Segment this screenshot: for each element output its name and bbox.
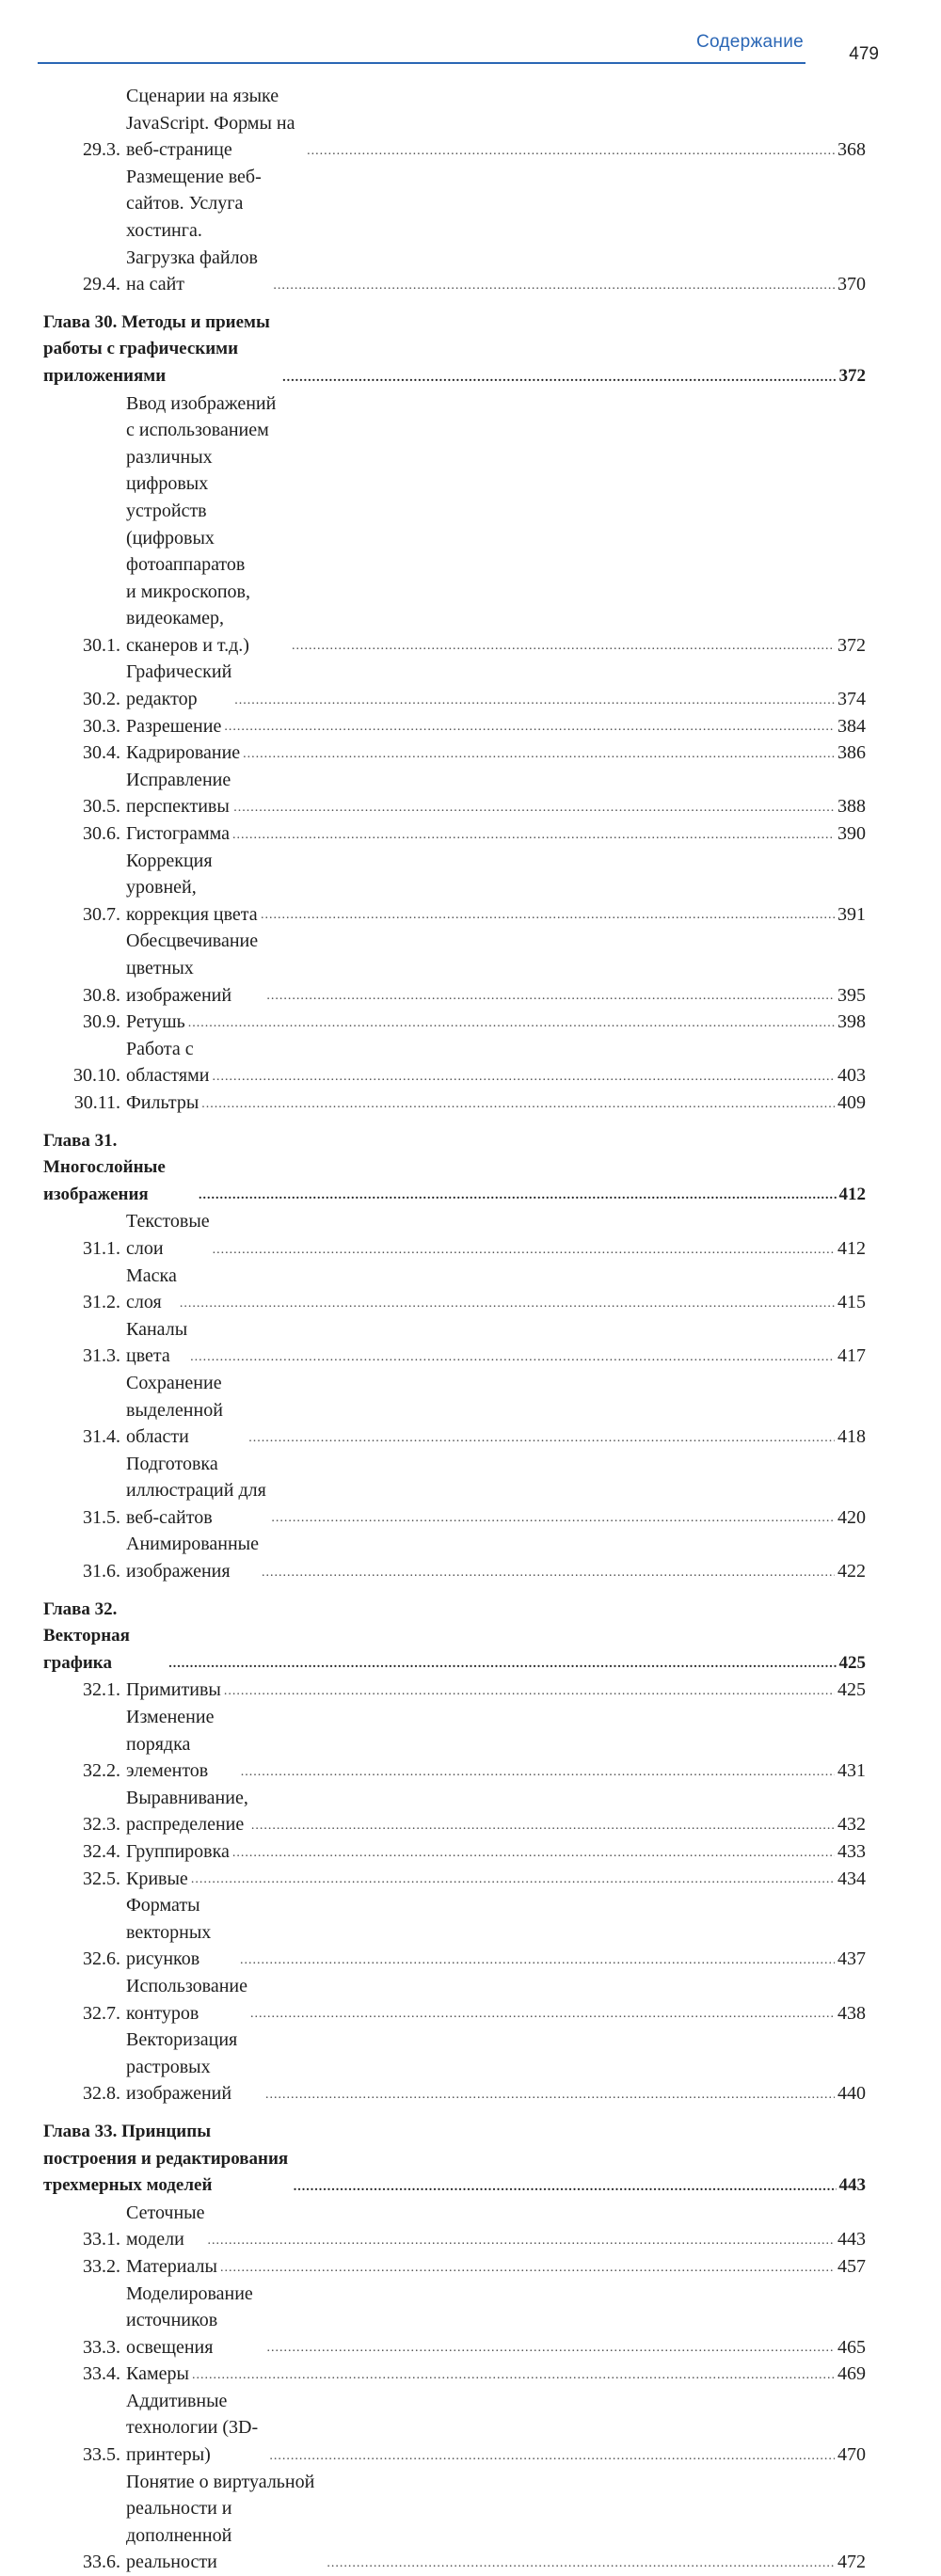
toc-page-number: 384 — [837, 715, 866, 737]
toc-entry-number: 33.6. — [83, 2552, 120, 2573]
toc-entry-number: 30.5. — [83, 796, 120, 818]
toc-dot-leader — [191, 1873, 835, 1886]
toc-dot-leader — [267, 2342, 835, 2355]
toc-entry-number: 32.1. — [83, 1679, 120, 1701]
toc-entry-number: 32.5. — [83, 1868, 120, 1889]
toc-page-number: 469 — [837, 2363, 866, 2385]
toc-entry-number: 32.4. — [83, 1841, 120, 1862]
table-of-contents — [43, 83, 866, 2576]
toc-section-entry[interactable] — [43, 1009, 866, 1036]
toc-page-number: 472 — [837, 2552, 866, 2573]
toc-section-entry[interactable] — [43, 1036, 866, 1089]
toc-dot-leader — [213, 1244, 835, 1257]
toc-entry-title: Подготовка иллюстраций для веб-сайтов — [126, 1453, 266, 1528]
toc-dot-leader — [273, 279, 835, 293]
toc-dot-leader — [266, 990, 835, 1003]
toc-page-number: 443 — [837, 2229, 866, 2250]
toc-entry-title: Моделирование источников освещения — [126, 2282, 253, 2358]
toc-entry-title: Ретушь — [126, 1011, 185, 1033]
toc-dot-leader — [261, 909, 835, 922]
toc-dot-leader — [269, 2450, 835, 2463]
toc-entry-number: 32.2. — [83, 1760, 120, 1782]
toc-entry-number: 30.6. — [83, 823, 120, 845]
toc-entry-title: Графический редактор — [126, 661, 232, 710]
toc-page-number: 386 — [837, 742, 866, 764]
toc-section-entry[interactable] — [43, 820, 866, 848]
toc-section-entry[interactable] — [43, 1316, 866, 1370]
toc-section-entry[interactable] — [43, 1892, 866, 1973]
toc-section-entry[interactable] — [43, 1785, 866, 1838]
toc-section-entry[interactable] — [43, 1838, 866, 1866]
toc-page-number: 372 — [837, 634, 866, 656]
toc-dot-leader — [292, 640, 835, 653]
toc-page-number: 415 — [837, 1292, 866, 1313]
toc-page-number: 425 — [837, 1679, 866, 1701]
toc-entry-title: Размещение веб-сайтов. Услуга хостинга. Загрузка файлов на сайт — [126, 166, 262, 295]
toc-dot-leader — [212, 1071, 835, 1084]
toc-dot-leader — [243, 748, 835, 761]
toc-dot-leader — [282, 372, 836, 385]
toc-entry-title: Сеточные модели — [126, 2202, 205, 2250]
toc-page-number: 395 — [837, 984, 866, 1006]
toc-page-number: 465 — [837, 2336, 866, 2358]
toc-dot-leader — [208, 2234, 836, 2248]
toc-chapter-group — [43, 310, 866, 1117]
toc-dot-leader — [265, 2089, 835, 2102]
toc-section-entry[interactable] — [43, 659, 866, 712]
toc-dot-leader — [327, 2557, 835, 2570]
toc-section-entry[interactable] — [43, 1089, 866, 1117]
page-number: 479 — [849, 44, 879, 64]
toc-dot-leader — [190, 1351, 835, 1364]
toc-chapter-title: Глава 33. Принципы построения и редактирования трехмерных моделей — [43, 2121, 289, 2196]
toc-page-number: 372 — [838, 365, 866, 386]
toc-entry-number: 30.11. — [73, 1091, 120, 1113]
toc-page-number: 391 — [837, 903, 866, 925]
toc-section-entry[interactable] — [43, 2361, 866, 2388]
toc-page-number: 420 — [837, 1506, 866, 1528]
toc-page-number: 431 — [837, 1760, 866, 1782]
toc-dot-leader — [234, 694, 835, 708]
toc-entry-number: 33.5. — [83, 2444, 120, 2466]
toc-chapter-title: Глава 32. Векторная графика — [43, 1598, 130, 1673]
toc-entry-title: Анимированные изображения — [126, 1534, 259, 1582]
toc-section-entry[interactable] — [43, 2253, 866, 2281]
toc-entry-title: Векторизация растровых изображений — [126, 2029, 238, 2105]
toc-chapter-entry[interactable] — [43, 310, 866, 390]
toc-entry-title: Каналы цвета — [126, 1318, 188, 1367]
toc-section-entry[interactable] — [43, 164, 866, 298]
toc-entry-number: 32.7. — [83, 2002, 120, 2024]
toc-chapter-group — [43, 1597, 866, 2107]
toc-section-entry[interactable] — [43, 390, 866, 660]
toc-section-entry[interactable] — [43, 1531, 866, 1584]
toc-dot-leader — [294, 2181, 837, 2194]
toc-dot-leader — [240, 1954, 835, 1967]
toc-entry-title: Гистограмма — [126, 823, 230, 845]
toc-entry-number: 30.4. — [83, 742, 120, 764]
toc-entry-title: Группировка — [126, 1841, 230, 1862]
toc-page-number: 422 — [837, 1561, 866, 1582]
toc-entry-number: 32.8. — [83, 2083, 120, 2105]
toc-page-number: 390 — [837, 823, 866, 845]
toc-entry-number: 31.6. — [83, 1561, 120, 1582]
toc-continued-sections — [43, 83, 866, 298]
toc-entry-number: 31.1. — [83, 1237, 120, 1259]
toc-entry-number: 29.3. — [83, 139, 120, 161]
toc-chapter-title: Глава 31. Многослойные изображения — [43, 1130, 166, 1204]
toc-dot-leader — [307, 145, 835, 158]
toc-dot-leader — [188, 1017, 835, 1030]
toc-entry-title: Примитивы — [126, 1679, 221, 1701]
toc-entry-number: 33.2. — [83, 2255, 120, 2277]
toc-section-entry[interactable] — [43, 2200, 866, 2253]
toc-chapter-entry[interactable] — [43, 2119, 866, 2200]
toc-entry-title: Фильтры — [126, 1091, 199, 1113]
toc-entry-number: 30.1. — [83, 634, 120, 656]
toc-dot-leader — [201, 1098, 835, 1111]
toc-section-entry[interactable] — [43, 2469, 866, 2576]
toc-section-entry[interactable] — [43, 2281, 866, 2361]
toc-entry-number: 30.8. — [83, 984, 120, 1006]
toc-page-number: 438 — [837, 2002, 866, 2024]
toc-dot-leader — [241, 1766, 835, 1779]
toc-chapter-group — [43, 1128, 866, 1585]
toc-entry-number: 33.1. — [83, 2229, 120, 2250]
toc-page-number: 432 — [837, 1814, 866, 1836]
toc-page-number: 412 — [837, 1237, 866, 1259]
toc-entry-number: 31.2. — [83, 1292, 120, 1313]
toc-section-entry[interactable] — [43, 1370, 866, 1451]
toc-entry-number: 33.3. — [83, 2336, 120, 2358]
toc-entry-title: Ввод изображений с использованием различных цифровых устройств (цифровых фотоаппаратов и микроскопов, видеокамер, сканеров и т.д.) — [126, 392, 277, 656]
toc-entry-number: 31.5. — [83, 1506, 120, 1528]
toc-entry-title: Исправление перспективы — [126, 769, 231, 818]
toc-page-number: 434 — [837, 1868, 866, 1889]
toc-dot-leader — [271, 1512, 835, 1525]
toc-page-number: 433 — [837, 1841, 866, 1862]
toc-entry-title: Кадрирование — [126, 742, 241, 764]
toc-section-entry[interactable] — [43, 848, 866, 929]
toc-entry-number: 30.7. — [83, 903, 120, 925]
toc-entry-number: 29.4. — [83, 274, 120, 295]
toc-entry-number: 33.4. — [83, 2363, 120, 2385]
toc-page-number: 418 — [837, 1426, 866, 1448]
toc-entry-title: Кривые — [126, 1868, 188, 1889]
toc-page-number: 417 — [837, 1345, 866, 1367]
toc-page-number: 470 — [837, 2444, 866, 2466]
toc-entry-number: 30.3. — [83, 715, 120, 737]
toc-page-number: 412 — [838, 1184, 866, 1204]
toc-dot-leader — [192, 2369, 835, 2382]
toc-dot-leader — [251, 1820, 835, 1833]
toc-dot-leader — [224, 1685, 835, 1698]
toc-entry-title: Изменение порядка элементов — [126, 1707, 215, 1782]
toc-section-entry[interactable] — [43, 2027, 866, 2107]
toc-entry-title: Материалы — [126, 2255, 217, 2277]
toc-dot-leader — [224, 721, 835, 734]
toc-page-number: 374 — [837, 689, 866, 710]
toc-entry-title: Аддитивные технологии (3D-принтеры) — [126, 2390, 259, 2466]
toc-entry-number: 30.2. — [83, 689, 120, 710]
toc-dot-leader — [220, 2262, 835, 2275]
toc-dot-leader — [232, 1847, 835, 1860]
toc-dot-leader — [180, 1297, 835, 1311]
toc-dot-leader — [250, 2008, 835, 2021]
toc-dot-leader — [199, 1189, 836, 1202]
toc-page-number: 370 — [837, 274, 866, 295]
header-rule — [38, 62, 805, 64]
toc-section-entry[interactable] — [43, 1866, 866, 1893]
toc-entry-number: 30.9. — [83, 1011, 120, 1033]
toc-section-entry[interactable] — [43, 767, 866, 820]
toc-page-number: 440 — [837, 2083, 866, 2105]
toc-entry-number: 31.3. — [83, 1345, 120, 1367]
toc-entry-title: Работа с областями — [126, 1038, 210, 1087]
toc-entry-title: Обесцвечивание цветных изображений — [126, 930, 259, 1006]
toc-section-entry[interactable] — [43, 83, 866, 164]
toc-entry-title: Маска слоя — [126, 1264, 177, 1313]
toc-page-number: 388 — [837, 796, 866, 818]
toc-page-number: 457 — [837, 2255, 866, 2277]
toc-chapter-title: Глава 30. Методы и приемы работы с графическими приложениями — [43, 311, 270, 386]
toc-entry-title: Сохранение выделенной области — [126, 1372, 223, 1448]
toc-chapter-entry[interactable] — [43, 1597, 866, 1678]
toc-dot-leader — [168, 1658, 836, 1671]
toc-page-number: 368 — [837, 139, 866, 161]
toc-section-entry[interactable] — [43, 928, 866, 1009]
running-header — [38, 30, 879, 77]
toc-section-entry[interactable] — [43, 713, 866, 740]
toc-entry-number: 32.6. — [83, 1948, 120, 1970]
toc-dot-leader — [248, 1432, 835, 1445]
toc-entry-title: Коррекция уровней, коррекция цвета — [126, 850, 258, 925]
toc-page-number: 437 — [837, 1948, 866, 1970]
toc-dot-leader — [262, 1566, 835, 1580]
toc-page-number: 443 — [838, 2175, 866, 2196]
toc-page-number: 409 — [837, 1091, 866, 1113]
toc-entry-title: Использование контуров — [126, 1975, 247, 2024]
toc-entry-title: Понятие о виртуальной реальности и дополненной реальности — [126, 2471, 315, 2573]
toc-section-entry[interactable] — [43, 1208, 866, 1262]
toc-entry-title: Сценарии на языке JavaScript. Формы на веб-странице — [126, 86, 295, 161]
toc-entry-number: 30.10. — [73, 1065, 120, 1087]
running-header-title: Содержание — [695, 32, 804, 52]
toc-entry-title: Выравнивание, распределение — [126, 1787, 248, 1836]
toc-entry-title: Текстовые слои — [126, 1211, 210, 1259]
toc-page-number: 403 — [837, 1065, 866, 1087]
toc-section-entry[interactable] — [43, 1973, 866, 2027]
toc-entry-title: Камеры — [126, 2363, 189, 2385]
toc-page-number: 398 — [837, 1011, 866, 1033]
toc-chapter-entry[interactable] — [43, 1128, 866, 1209]
toc-section-entry[interactable] — [43, 1451, 866, 1532]
toc-section-entry[interactable] — [43, 1263, 866, 1316]
toc-dot-leader — [233, 802, 835, 815]
toc-section-entry[interactable] — [43, 739, 866, 767]
toc-chapter-group — [43, 2119, 866, 2576]
toc-entry-title: Форматы векторных рисунков — [126, 1895, 212, 1970]
toc-section-entry[interactable] — [43, 1677, 866, 1704]
toc-entry-title: Разрешение — [126, 715, 222, 737]
toc-section-entry[interactable] — [43, 2388, 866, 2469]
toc-dot-leader — [232, 829, 835, 842]
toc-section-entry[interactable] — [43, 1704, 866, 1785]
toc-entry-number: 32.3. — [83, 1814, 120, 1836]
toc-page-number: 425 — [838, 1652, 866, 1673]
toc-entry-number: 31.4. — [83, 1426, 120, 1448]
